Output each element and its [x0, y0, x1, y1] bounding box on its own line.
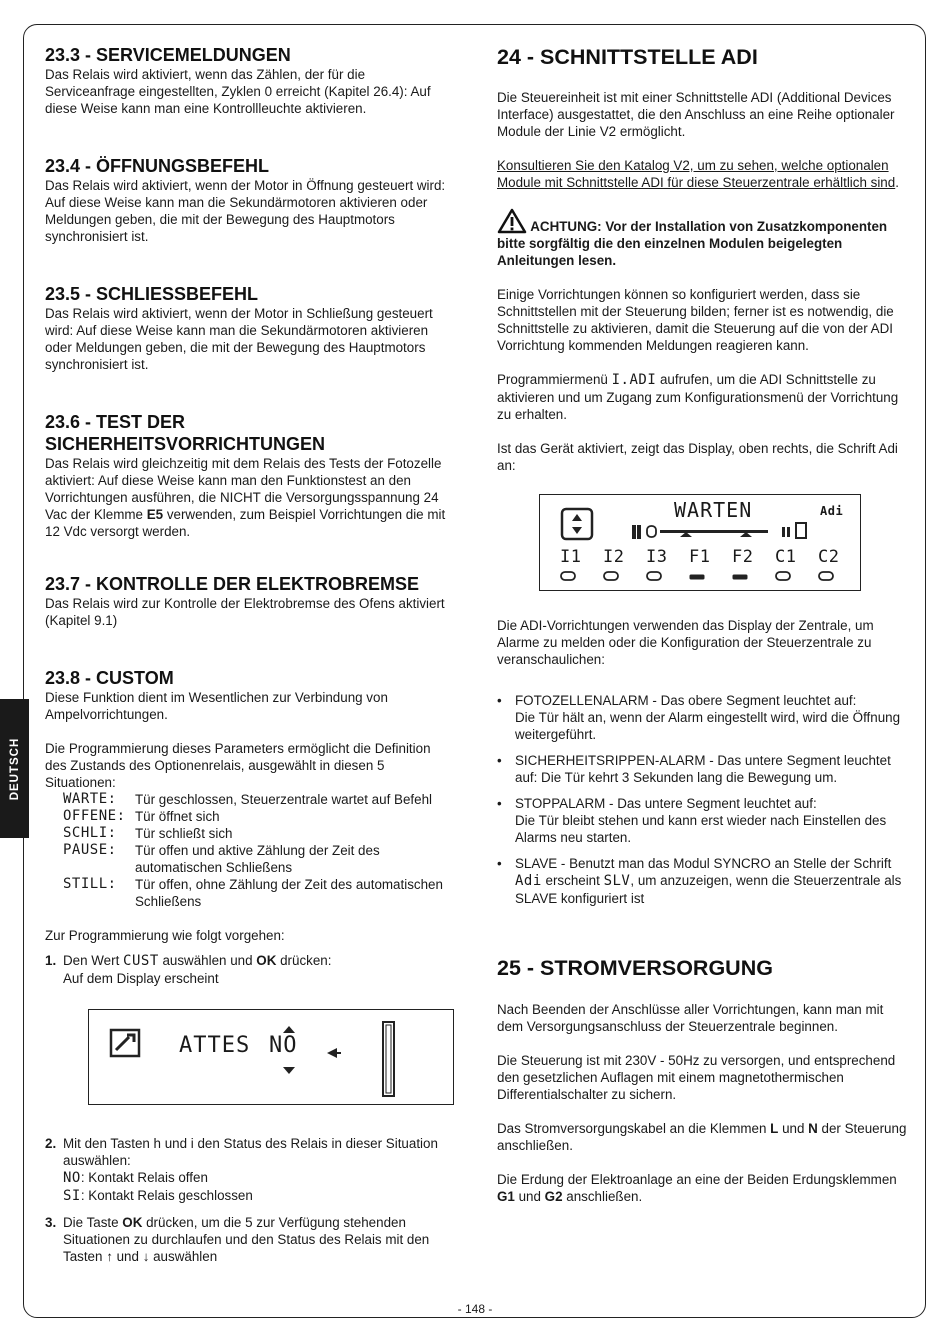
text-23-8-b: Die Programmierung dieses Parameters ermöglicht die Definition des Zustands des Optionenrelais, ausgewählt in diesen 5 Situationen: — [45, 741, 431, 790]
lcd-input-label: C2 — [818, 547, 840, 567]
step-2: 2. Mit den Tasten h und i den Status des Relais in dieser Situation auswählen: NO: Kontakt Relais offen SI: Kontakt Relais geschlossen — [45, 1136, 438, 1204]
right-column — [497, 44, 909, 1205]
lcd-input-indicator — [690, 575, 704, 579]
text-24-e: Ist das Gerät aktiviert, zeigt das Display, oben rechts, die Schrift Adi an: — [497, 441, 898, 473]
list-item: • FOTOZELLENALARM - Das obere Segment leuchtet auf: Die Tür hält an, wenn der Alarm eingestellt wird, wird die Öffnung weitergeführt. — [497, 693, 901, 742]
lcd-input-indicator — [819, 572, 833, 580]
text-25-d: Die Erdung der Elektroanlage an eine der Beiden Erdungsklemmen G1 und G2 anschließen. — [497, 1172, 897, 1204]
text-25-b: Die Steuerung ist mit 230V - 50Hz zu versorgen, und entsprechend den gesetzlichen Auflagen mit einem magnetothermischen Differentialschalter zu sichern. — [497, 1053, 896, 1102]
text-24-catalog: Konsultieren Sie den Katalog V2, um zu sehen, welche optionalen Module mit Schnittstelle ADI für diese Steuerzentrale erhältlich sind. — [497, 158, 899, 190]
heading-23-7: 23.7 - KONTROLLE DER ELEKTROBREMSE — [45, 574, 420, 594]
warning-icon — [497, 208, 527, 234]
door-right-icon — [782, 523, 806, 538]
list-item: OFFENE: Tür öffnet sich — [63, 808, 220, 824]
lcd-input-label: I1 — [560, 547, 582, 567]
text-23-3: Das Relais wird aktiviert, wenn das Zählen, der für die Serviceanfrage eingestellten, Zyklen 0 erreicht (Kapitel 26.4): Auf diese Weise kann man eine Kontrollleuchte aktivieren. — [45, 67, 431, 116]
left-column — [45, 44, 453, 1265]
lcd-input-indicator — [733, 575, 747, 579]
heading-23-4: 23.4 - ÖFFNUNGSBEFEHL — [45, 156, 270, 176]
arrow-left-icon — [327, 1048, 341, 1058]
heading-25: 25 - STROMVERSORGUNG — [497, 956, 773, 980]
progress-track-icon — [660, 530, 768, 537]
lcd-input-indicator — [776, 572, 790, 580]
lcd-input-indicator — [604, 572, 618, 580]
language-tab-label: DEUTSCH — [8, 737, 21, 800]
page-number: - 148 - — [457, 1302, 493, 1316]
lcd-input-label: I2 — [603, 547, 625, 567]
lcd-display-attes — [88, 1009, 454, 1105]
list-item: • STOPPALARM - Das untere Segment leuchtet auf: Die Tür bleibt stehen und kann erst wieder nach Einstellen des Alarms neu starten. — [497, 796, 887, 845]
text-23-8-a: Diese Funktion dient im Wesentlichen zur Verbindung von Ampelvorrichtungen. — [45, 690, 388, 722]
lcd-attes-graphics — [89, 1010, 455, 1106]
updown-button-icon — [562, 509, 592, 539]
heading-23-6-line1: 23.6 - TEST DER — [45, 412, 186, 432]
text-23-4: Das Relais wird aktiviert, wenn der Motor in Öffnung gesteuert wird: Auf diese Weise kann man die Sekundärmotoren aktivieren oder Meldungen geben, die mit der Bewegung des Hauptmotors synchronisiert ist. — [45, 178, 446, 244]
text-23-5: Das Relais wird aktiviert, wenn der Motor in Schließung gesteuert wird: Auf diese Weise kann man die Sekundärmotoren aktivieren oder Meldungen geben, die mit der Bewegung des Hauptmotors synchronisiert ist. — [45, 306, 433, 372]
lcd-input-label: F2 — [732, 547, 754, 567]
list-item: WARTE: Tür geschlossen, Steuerzentrale wartet auf Befehl — [63, 791, 432, 807]
heading-24: 24 - SCHNITTSTELLE ADI — [497, 45, 758, 69]
text-24-d: Programmiermenü I.ADI aufrufen, um die ADI Schnittstelle zu aktivieren und um Zugang zum Konfigurationsmenü der Vorrichtung zu erhalten. — [497, 372, 899, 422]
text-23-6: Das Relais wird gleichzeitig mit dem Relais des Tests der Fotozelle aktiviert: Auf diese Weise kann man den Funktionstest an den Vorrichtungen ausführen, die NICHT die Versorgungsspannung 24 Vac der Klemme E5 verwenden, zum Beispiel Vorrichtungen die mit 12 Vdc versorgt werden. — [45, 456, 446, 539]
lcd-attes-label: ATTES — [179, 1033, 251, 1058]
lcd-input-indicator — [647, 572, 661, 580]
lcd-display-warten — [539, 494, 861, 591]
step-3: 3. Die Taste OK drücken, um die 5 zur Verfügung stehenden Situationen zu durchlaufen und den Status des Relais mit den Tasten ↑ und ↓ auswählen — [45, 1215, 430, 1264]
warning-note: ACHTUNG: Vor der Installation von Zusatzkomponenten bitte sorgfältig die den einzelnen Modulen beigelegten Anleitungen lesen. — [497, 208, 909, 269]
heading-23-8: 23.8 - CUSTOM — [45, 668, 174, 688]
wrench-icon — [111, 1030, 139, 1056]
list-item: STILL: Tür offen, ohne Zählung der Zeit des automatischen Schließens — [63, 876, 443, 909]
language-tab — [0, 699, 29, 838]
heading-23-3: 23.3 - SERVICEMELDUNGEN — [45, 45, 291, 65]
text-24-c: Einige Vorrichtungen können so konfiguriert werden, dass sie Schnittstellen mit der Steuerung bilden; ferner ist es notwendig, die Schnittstelle zu aktivieren, damit die Steuerung auf die von der ADI Vorrichtung kommenden Meldungen reagieren kann. — [497, 287, 894, 353]
lcd-input-label: I3 — [646, 547, 668, 567]
arrow-down-icon: ↓ — [142, 1249, 150, 1264]
text-25-c: Das Stromversorgungskabel an die Klemmen L und N der Steuerung anschließen. — [497, 1121, 907, 1153]
door-left-icon — [632, 525, 656, 539]
text-24-a: Die Steuereinheit ist mit einer Schnittstelle ADI (Additional Devices Interface) ausgestattet, die den Anschluss an eine Reihe optionaler Module der Linie V2 ermöglicht. — [497, 90, 895, 139]
lcd-input-indicator — [561, 572, 575, 580]
scroll-bar-icon — [383, 1022, 394, 1096]
text-23-8-c: Zur Programmierung wie folgt vorgehen: — [45, 928, 285, 943]
list-item: PAUSE: Tür offen und aktive Zählung der Zeit des automatischen Schließens — [63, 842, 380, 875]
list-item: • SICHERHEITSRIPPEN-ALARM - Das untere Segment leuchtet auf: Die Tür kehrt 3 Sekunden lang die Bewegung um. — [497, 753, 891, 785]
step-1: 1. Den Wert CUST auswählen und OK drücken: Auf dem Display erscheint — [45, 953, 332, 986]
lcd-warten-title: WARTEN — [674, 498, 753, 522]
list-item: SCHLI: Tür schließt sich — [63, 825, 233, 841]
text-25-a: Nach Beenden der Anschlüsse aller Vorrichtungen, kann man mit dem Versorgungsanschluss der Steuerzentrale beginnen. — [497, 1002, 884, 1034]
heading-23-6 — [45, 411, 453, 455]
lcd-adi-indicator: Adi — [820, 504, 844, 518]
text-23-7: Das Relais wird zur Kontrolle der Elektrobremse des Ofens aktiviert (Kapitel 9.1) — [45, 596, 445, 628]
arrow-up-icon: ↑ — [106, 1249, 113, 1264]
lcd-input-label: F1 — [689, 547, 711, 567]
situations-list — [45, 791, 453, 910]
heading-23-5: 23.5 - SCHLIESSBEFEHL — [45, 284, 259, 304]
text-24-f: Die ADI-Vorrichtungen verwenden das Display der Zentrale, um Alarme zu melden oder die Konfiguration der Steuerzentrale zu veranschaulichen: — [497, 618, 874, 667]
list-item: • SLAVE - Benutzt man das Modul SYNCRO an Stelle der Schrift Adi erscheint SLV, um anzuzeigen, wenn die Steuerzentrale als SLAVE konfiguriert ist — [497, 856, 902, 906]
lcd-attes-value: NO — [269, 1033, 298, 1058]
heading-23-6-line2: SICHERHEITSVORRICHTUNGEN — [45, 434, 326, 454]
lcd-input-label: C1 — [775, 547, 797, 567]
